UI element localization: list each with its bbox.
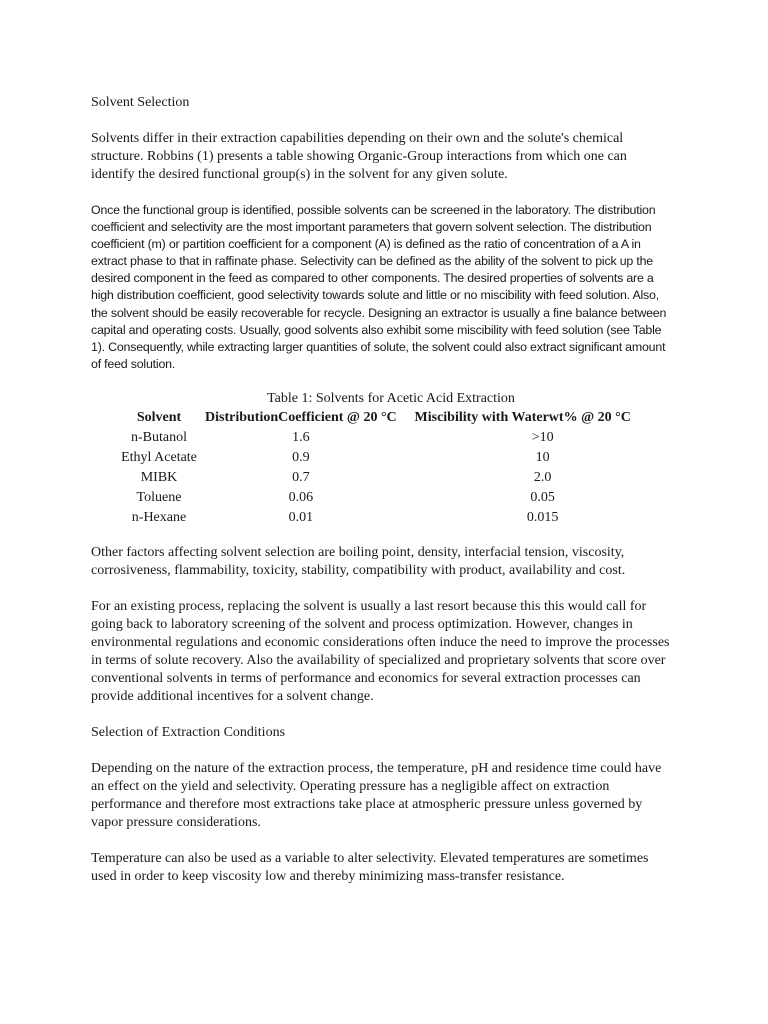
table-row [113, 448, 649, 468]
paragraph-existing-process: For an existing process, replacing the solvent is usually a last resort because this this would call for going back to laboratory screening of the solvent and process optimization. However, changes in environmental regulations and economic considerations often induce the need to improve the processes in terms of solute recovery. Also the availability of specialized and proprietary solvents that score over conventional solvents in terms of performance and economics for several extraction processes can provide additional incentives for a solvent change. [91, 598, 670, 704]
paragraph-temperature: Temperature can also be used as a variable to alter selectivity. Elevated temperatures are sometimes used in order to keep viscosity low and thereby minimizing mass-transfer resistance. [91, 850, 649, 884]
table-cell-distribution: 0.9 [292, 449, 310, 465]
table-cell-solvent: n-Butanol [131, 429, 187, 445]
table-row [113, 508, 649, 528]
solvents-table [113, 408, 649, 528]
table-cell-miscibility: 0.05 [530, 489, 555, 505]
table-cell-miscibility: 0.015 [526, 509, 559, 525]
table-header-miscibility: Miscibility with Waterwt% @ 20 °C [414, 409, 631, 425]
table-cell-miscibility: >10 [531, 429, 554, 445]
table-title: Table 1: Solvents for Acetic Acid Extraction [267, 390, 515, 406]
table-header-row [113, 408, 649, 428]
table-cell-miscibility: 10 [535, 449, 550, 465]
table-cell-solvent: MIBK [140, 469, 178, 485]
table-row [113, 428, 649, 448]
paragraph-other-factors: Other factors affecting solvent selection are boiling point, density, interfacial tension, viscosity, corrosiveness, flammability, toxicity, stability, compatibility with product, availability and cost. [91, 544, 626, 578]
paragraph-functional-group: Once the functional group is identified, possible solvents can be screened in the laboratory. The distribution coefficient and selectivity are the most important parameters that govern solvent selection. The distribution coefficient (m) or partition coefficient for a component (A) is defined as the ratio of concentration of a A in extract phase to that in raffinate phase. Selectivity can be defined as the ability of the solvent to pick up the desired component in the feed as compared to other components. The desired properties of solvents are a high distribution coefficient, good selectivity towards solute and little or no miscibility with feed solution. Also, the solvent should be easily recoverable for recycle. Designing an extractor is usually a fine balance between capital and operating costs. Usually, good solvents also exhibit some miscibility with feed solution (see Table 1). Consequently, while extracting larger quantities of solute, the solvent could also extract significant amount of feed solution. [91, 203, 667, 371]
table-row [113, 468, 649, 488]
document-page [91, 92, 671, 886]
table-cell-distribution: 0.7 [292, 469, 310, 485]
table-cell-solvent: Toluene [136, 489, 182, 505]
section-heading-solvent-selection: Solvent Selection [91, 95, 190, 110]
table-cell-distribution: 0.01 [288, 509, 314, 525]
section-heading-extraction-conditions: Selection of Extraction Conditions [91, 724, 286, 740]
table-header-distribution: DistributionCoefficient @ 20 °C [205, 409, 397, 425]
table-cell-distribution: 1.6 [292, 429, 310, 445]
table-cell-miscibility: 2.0 [533, 469, 552, 485]
table-cell-solvent: n-Hexane [131, 509, 187, 525]
table-row [113, 488, 649, 508]
table-header-solvent: Solvent [136, 409, 182, 425]
table-cell-distribution: 0.06 [288, 489, 314, 505]
paragraph-solvent-differences: Solvents differ in their extraction capabilities depending on their own and the solute's chemical structure. Robbins (1) presents a table showing Organic-Group interactions from which one can identify the desired functional group(s) in the solvent for any given solute. [91, 131, 627, 182]
paragraph-extraction-process: Depending on the nature of the extraction process, the temperature, pH and residence time could have an effect on the yield and selectivity. Operating pressure has a negligible affect on extraction performance and therefore most extractions take place at atmospheric pressure unless governed by vapor pressure considerations. [91, 760, 662, 830]
table-cell-solvent: Ethyl Acetate [121, 449, 197, 465]
